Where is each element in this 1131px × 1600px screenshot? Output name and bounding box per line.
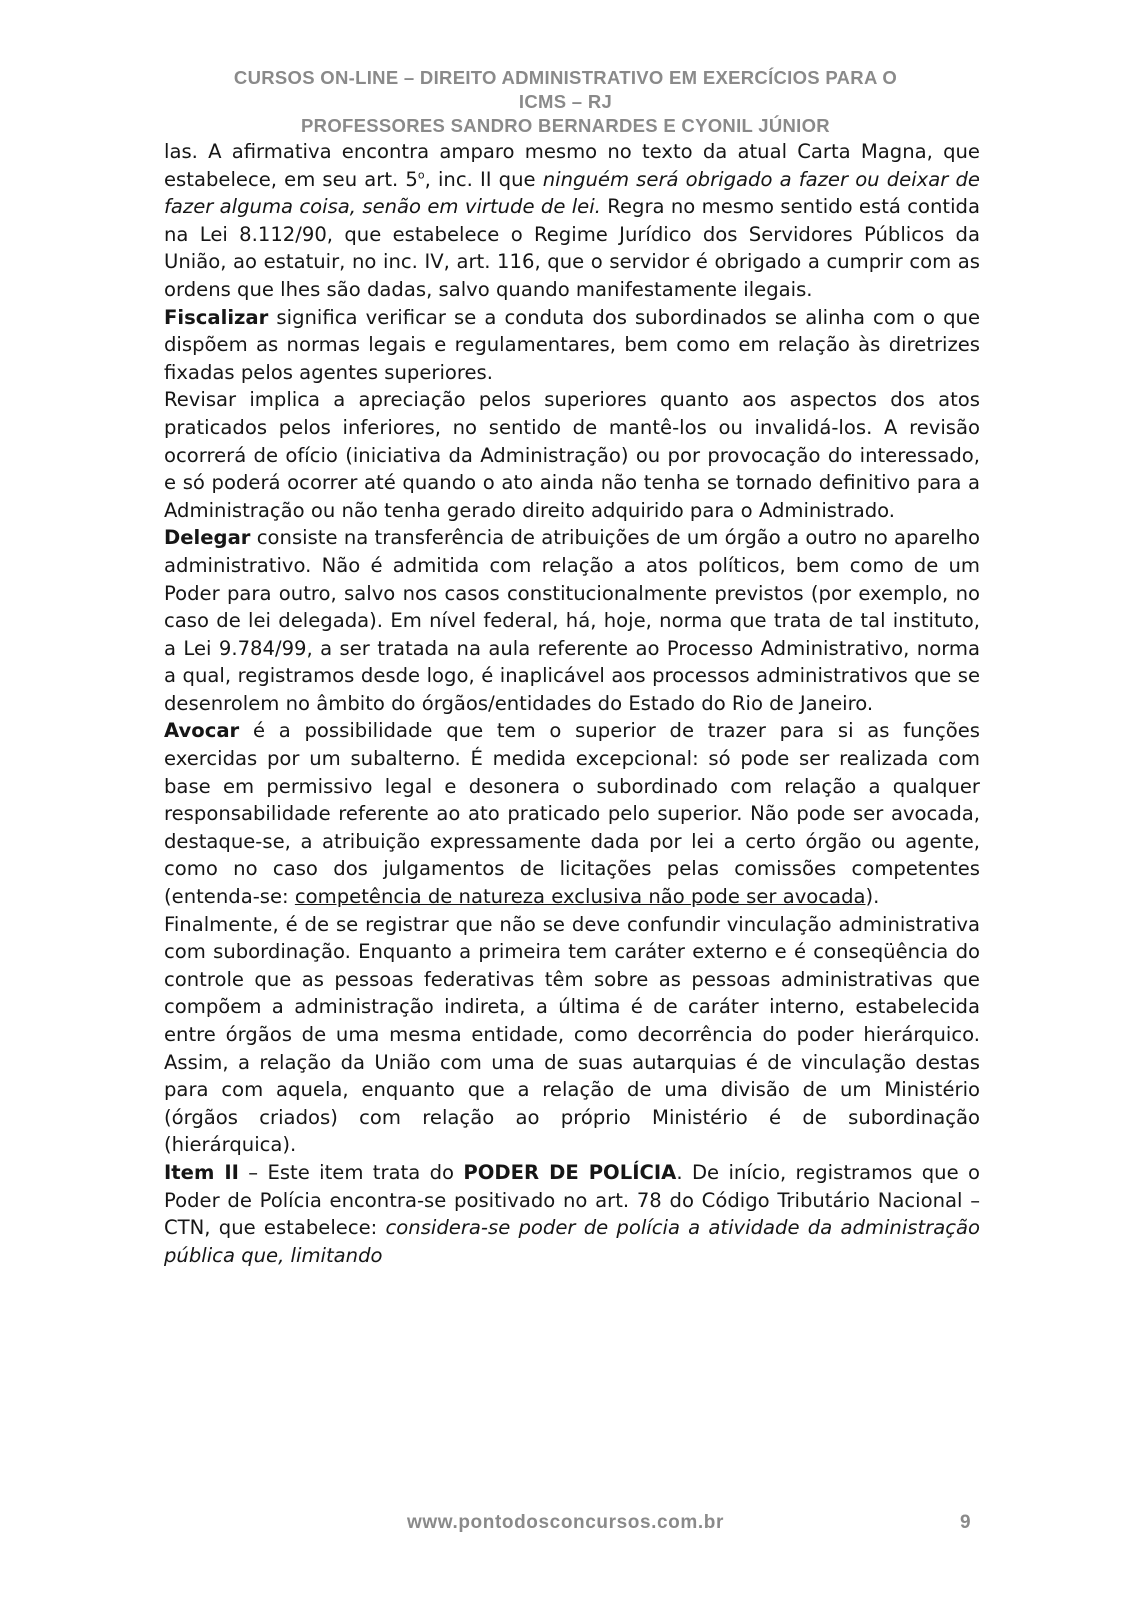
document-body (164, 138, 980, 1269)
paragraph-delegar (164, 524, 980, 717)
paragraph-avocar (164, 717, 980, 910)
paragraph-carta-magna (164, 138, 980, 304)
term-fiscalizar: Fiscalizar (164, 305, 269, 329)
p5-underlined-note: competência de natureza exclusiva não pode ser avocada (294, 885, 866, 909)
paragraph-revisar (164, 386, 980, 524)
item-ii-label: Item II (164, 1160, 239, 1184)
p5-end: ). (865, 885, 880, 909)
page-number: 9 (960, 1512, 971, 1533)
page-footer (0, 1512, 1131, 1542)
p6-text: Finalmente, é de se registrar que não se deve confundir vinculação administrativa com subordinação. Enquanto a primeira tem caráter externo e é conseqüência do controle que as pessoas federativas têm sobre as pessoas administrativas que compõem a administração indireta, a última é de caráter interno, estabelecida entre órgãos de uma mesma entidade, como decorrência do poder hierárquico. Assim, a relação da União com uma de suas autarquias é de vinculação destas para com aquela, enquanto que a relação de uma divisão de um Ministério (órgãos criados) com relação ao próprio Ministério é de subordinação (hierárquica). (164, 912, 980, 1157)
header-professors: PROFESSORES SANDRO BERNARDES E CYONIL JÚNIOR (301, 115, 830, 136)
p1-text-1: las. A afirmativa encontra amparo mesmo no texto da atual Carta Magna, que estabelece, em seu art. 5 (164, 140, 980, 191)
p2-text: significa verificar se a conduta dos subordinados se alinha com o que dispõem as normas legais e regulamentares, bem como em relação às diretrizes fixadas pelos agentes superiores. (164, 305, 980, 384)
page-header (150, 66, 981, 138)
p5-text: é a possibilidade que tem o superior de trazer para si as funções exercidas por um subalterno. É medida excepcional: só pode ser realizada com base em permissivo legal e desonera o subordinado com relação a qualquer responsabilidade referente ao ato praticado pelo superior. Não pode ser avocada, destaque-se, a atribuição expressamente dada por lei a certo órgão ou agente, como no caso dos julgamentos de licitações pelas comissões competentes (entenda-se: (164, 719, 980, 909)
paragraph-fiscalizar (164, 304, 980, 387)
term-avocar: Avocar (164, 719, 240, 743)
paragraph-item-ii (164, 1159, 980, 1269)
footer-website: www.pontodosconcursos.com.br (407, 1512, 724, 1533)
paragraph-vinculacao (164, 911, 980, 1159)
header-course-subtitle: ICMS – RJ (518, 91, 613, 112)
p1-text-3: Regra no mesmo sentido está contida na Lei 8.112/90, que estabelece o Regime Jurídico dos Servidores Públicos da União, ao estatuir, no inc. IV, art. 116, que o servidor é obrigado a cumprir com as ordens que lhes são dadas, salvo quando manifestamente ilegais. (164, 195, 980, 301)
p1-text-2: , inc. II que (424, 167, 543, 191)
p7-text-1: – Este item trata do (238, 1160, 464, 1184)
p1-ordinal: o (417, 168, 425, 182)
p3-text: Revisar implica a apreciação pelos superiores quanto aos aspectos dos atos praticados pelos inferiores, no sentido de mantê-los ou invalidá-los. A revisão ocorrerá de ofício (iniciativa da Administração) ou por provocação do interessado, e só poderá ocorrer até quando o ato ainda não tenha se tornado definitivo para a Administração ou não tenha gerado direito adquirido para o Administrado. (164, 388, 980, 522)
p4-text: consiste na transferência de atribuições de um órgão a outro no aparelho administrativo. Não é admitida com relação a atos políticos, bem como de um Poder para outro, salvo nos casos constitucionalmente previstos (por exemplo, no caso de lei delegada). Em nível federal, há, hoje, norma que trata de tal instituto, a Lei 9.784/99, a ser tratada na aula referente ao Processo Administrativo, norma a qual, registramos desde logo, é inaplicável aos processos administrativos que se desenrolem no âmbito do órgãos/entidades do Estado do Rio de Janeiro. (164, 526, 980, 715)
header-course-title: CURSOS ON-LINE – DIREITO ADMINISTRATIVO EM EXERCÍCIOS PARA O (233, 67, 898, 88)
term-delegar: Delegar (164, 526, 251, 550)
term-poder-de-policia: PODER DE POLÍCIA (463, 1160, 677, 1184)
p7-text-2: . De início, registramos que o Poder de Polícia encontra-se positivado no art. 78 do Código Tributário Nacional – CTN, que estabelece: (164, 1160, 980, 1240)
p1-italic-quote: ninguém será obrigado a fazer ou deixar de fazer alguma coisa, senão em virtude de lei. (164, 167, 980, 219)
p7-italic-quote: considera-se poder de polícia a atividade da administração pública que, limitando (164, 1216, 981, 1267)
